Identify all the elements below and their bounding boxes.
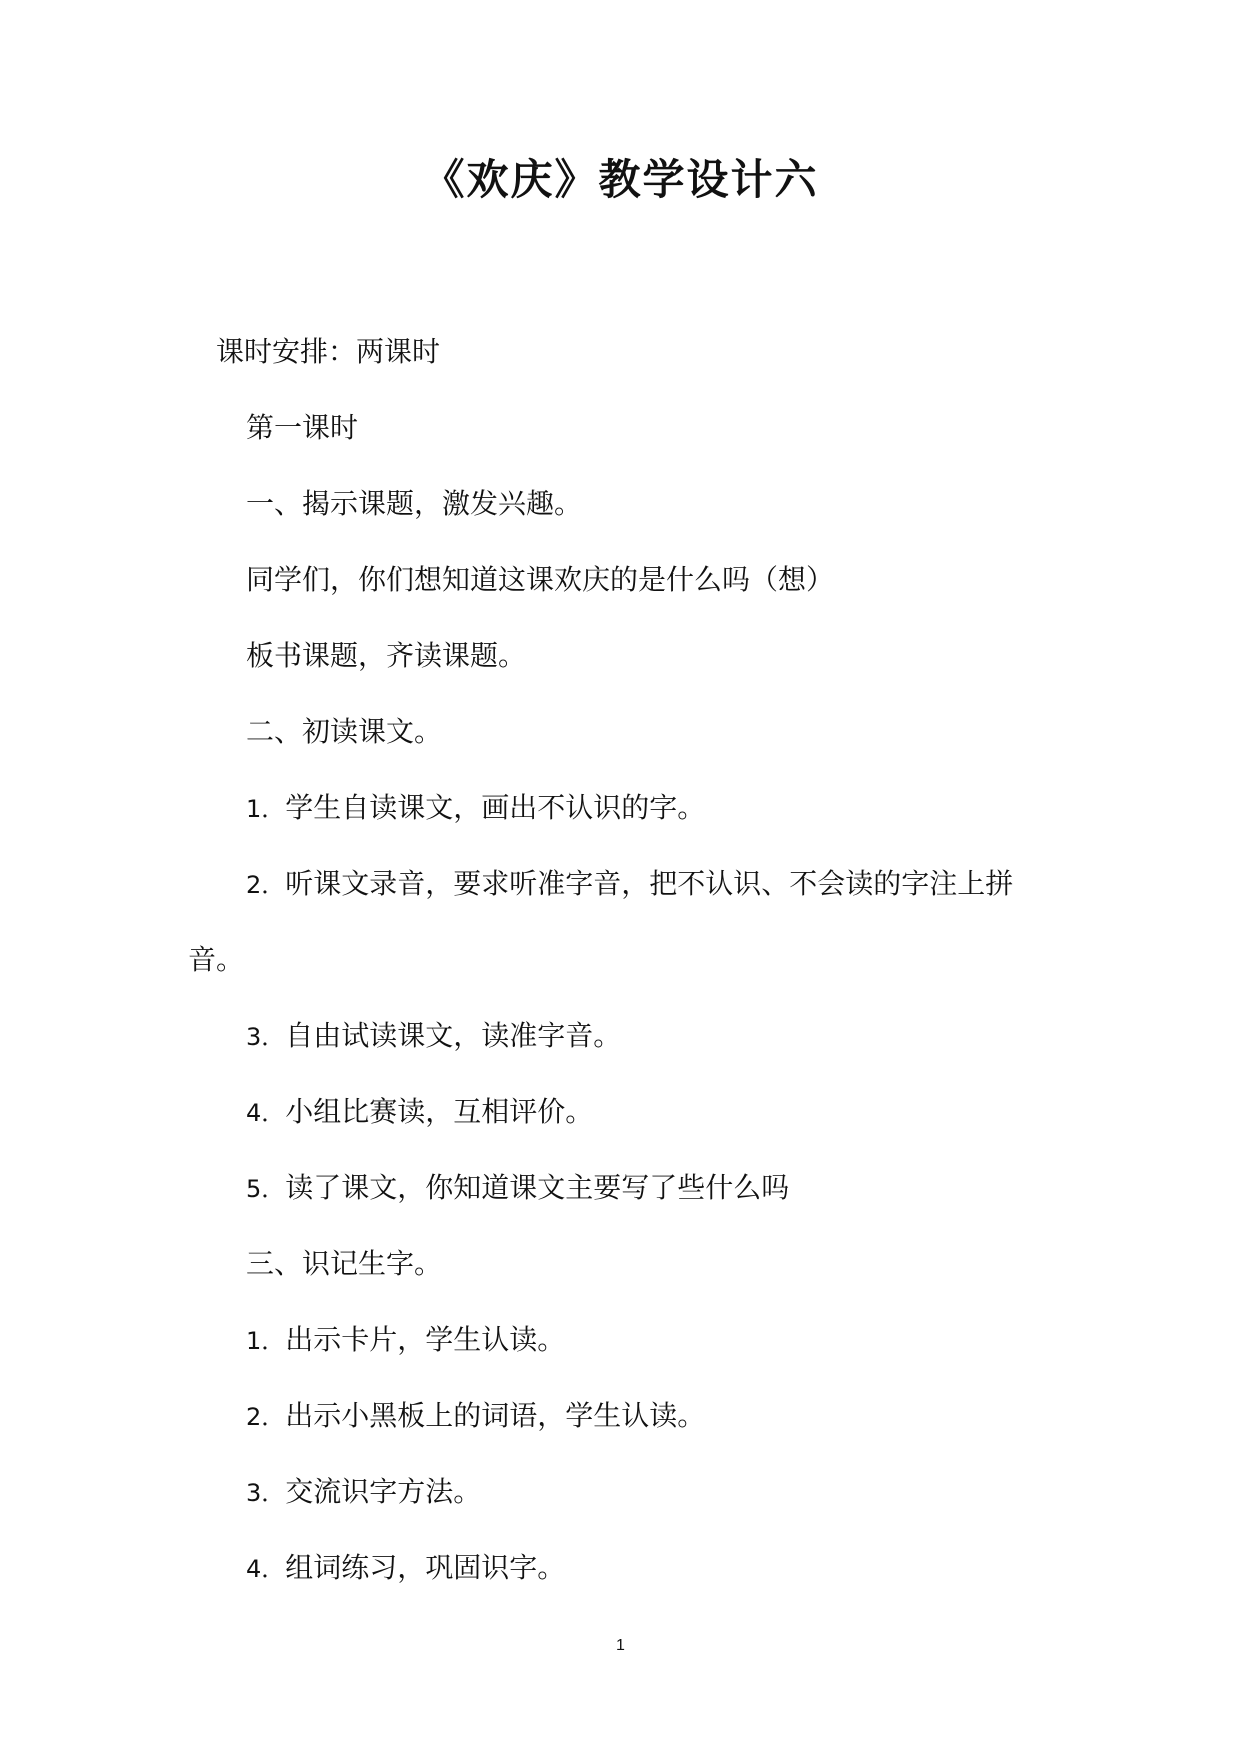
paragraph: 同学们，你们想知道这课欢庆的是什么吗（想） [246, 563, 835, 596]
list-item-text: 小组比赛读，互相评价。 [285, 1095, 594, 1128]
section-heading: 三、识记生字。 [246, 1247, 443, 1280]
list-item [246, 1472, 481, 1513]
document-title: 《欢庆》教学设计六 [422, 155, 819, 204]
list-item-number: 5． [246, 1175, 286, 1203]
list-item [246, 1092, 593, 1133]
section-heading: 二、初读课文。 [246, 715, 443, 748]
list-item-text: 学生自读课文，画出不认识的字。 [285, 791, 706, 824]
section-heading: 一、揭示课题，激发兴趣。 [246, 487, 583, 520]
list-item [246, 1548, 565, 1589]
list-item-text: 出示卡片，学生认读。 [285, 1323, 566, 1356]
list-item-continuation: 音。 [188, 943, 245, 976]
list-item-number: 3． [246, 1479, 286, 1507]
paragraph: 板书课题，齐读课题。 [246, 639, 527, 672]
list-item-text: 交流识字方法。 [285, 1475, 482, 1508]
lesson-heading: 第一课时 [246, 411, 359, 444]
list-item [246, 788, 705, 829]
list-item-text: 读了课文，你知道课文主要写了些什么吗 [285, 1171, 790, 1204]
list-item-number: 1． [246, 1327, 286, 1355]
list-item [246, 1168, 789, 1209]
list-item [246, 1396, 705, 1437]
list-item-number: 3． [246, 1023, 286, 1051]
list-item-text: 出示小黑板上的词语，学生认读。 [285, 1399, 706, 1432]
list-item-number: 4． [246, 1099, 286, 1127]
list-item-text: 组词练习，巩固识字。 [285, 1551, 566, 1584]
page-number: 1 [616, 1637, 625, 1654]
list-item-text: 听课文录音，要求听准字音，把不认识、不会读的字注上拼 [285, 867, 1014, 900]
list-item [246, 864, 1013, 905]
list-item-text: 自由试读课文，读准字音。 [285, 1019, 622, 1052]
list-item-number: 1． [246, 795, 286, 823]
list-item-number: 2． [246, 1403, 286, 1431]
list-item-number: 2． [246, 871, 286, 899]
list-item [246, 1320, 565, 1361]
list-item-number: 4． [246, 1555, 286, 1583]
list-item [246, 1016, 621, 1057]
schedule-line: 课时安排：两课时 [216, 335, 441, 368]
